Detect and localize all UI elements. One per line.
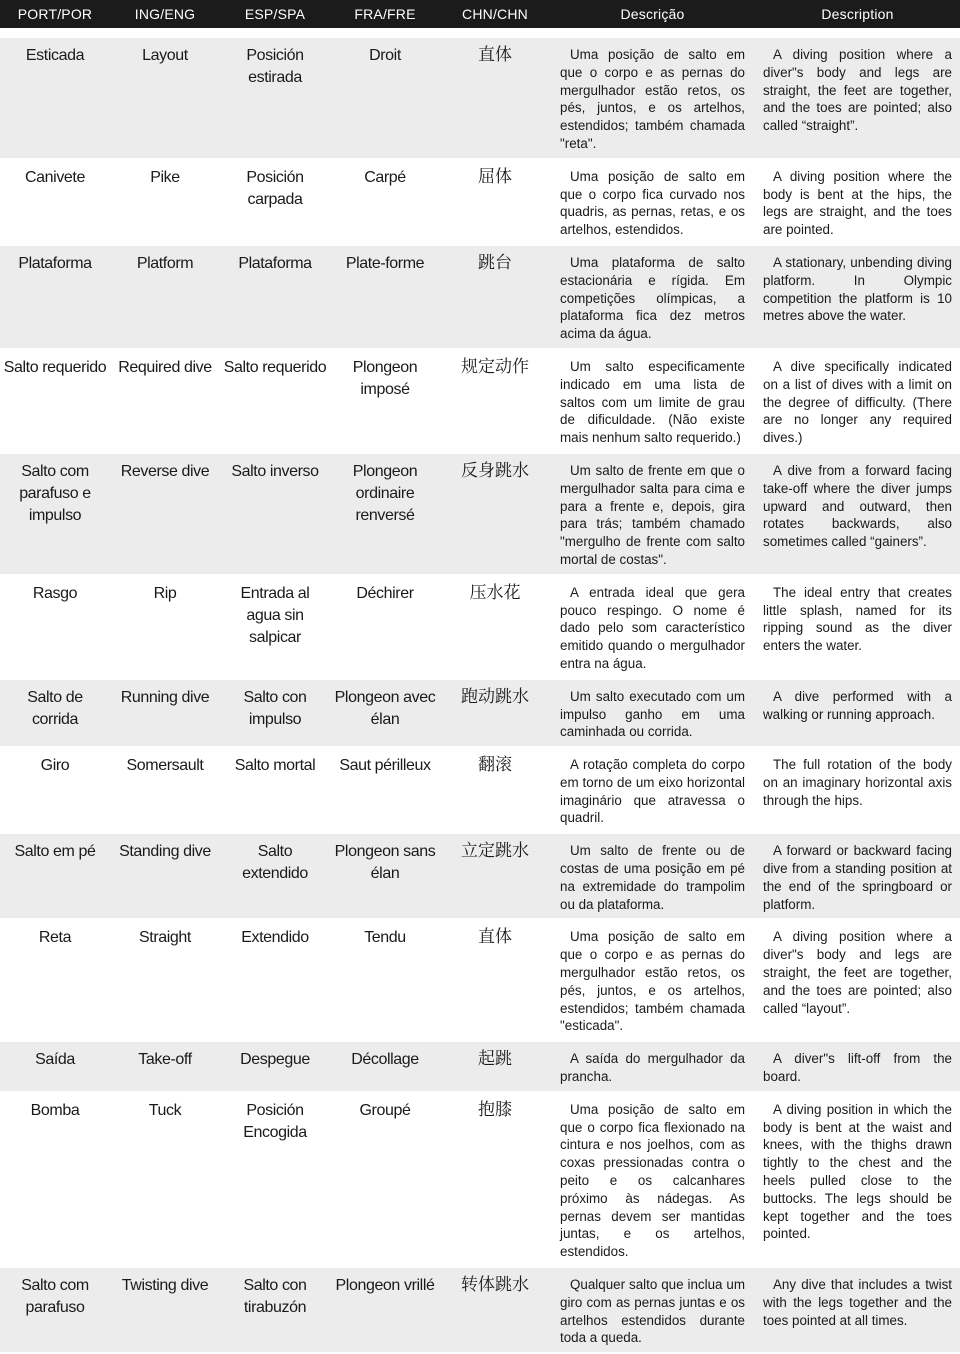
description-english: The full rotation of the body on an imaginary horizontal axis through the hips.: [755, 747, 960, 833]
term-portuguese: Salto de corrida: [0, 679, 110, 747]
description-portuguese: Um salto especificamente indicado em uma lista de saltos com um limite de grau de dificuldade. (Não existe mais nenhum salto requerido.): [550, 349, 755, 453]
description-english: A diving position where a diver"s body and legs are straight, the feet are together, and the toes are pointed; also called “straight”.: [755, 38, 960, 159]
table-row: [0, 349, 960, 453]
header-gap: [0, 28, 960, 38]
description-portuguese: Um salto executado com um impulso ganho em uma caminhada ou corrida.: [550, 679, 755, 747]
header-eng: ING/ENG: [110, 0, 220, 28]
description-portuguese: Uma posição de salto em que o corpo fica curvado nos quadris, as pernas, retas, e os artelhos, estendidos.: [550, 159, 755, 245]
header-chn: CHN/CHN: [440, 0, 550, 28]
table-row: [0, 1041, 960, 1092]
term-portuguese: Reta: [0, 919, 110, 1041]
term-french: Groupé: [330, 1092, 440, 1267]
description-english: A diver"s lift-off from the board.: [755, 1041, 960, 1092]
term-english: Running dive: [110, 679, 220, 747]
description-english: A dive performed with a walking or running approach.: [755, 679, 960, 747]
term-english: Rip: [110, 575, 220, 679]
term-portuguese: Plataforma: [0, 245, 110, 349]
term-chinese: 屈体: [440, 159, 550, 245]
term-english: Tuck: [110, 1092, 220, 1267]
term-french: Plate-forme: [330, 245, 440, 349]
header-description: Description: [755, 0, 960, 28]
term-english: Straight: [110, 919, 220, 1041]
term-spanish: Salto requerido: [220, 349, 330, 453]
term-english: Layout: [110, 38, 220, 159]
term-spanish: Salto mortal: [220, 747, 330, 833]
term-chinese: 规定动作: [440, 349, 550, 453]
term-chinese: 跳台: [440, 245, 550, 349]
term-english: Standing dive: [110, 833, 220, 919]
term-spanish: Entrada al agua sin salpicar: [220, 575, 330, 679]
description-english: A dive specifically indicated on a list of dives with a limit on the degree of difficulty. (There are no longer any required dives.): [755, 349, 960, 453]
description-portuguese: A entrada ideal que gera pouco respingo. O nome é dado pelo som característico emitido quando o mergulhador entra na água.: [550, 575, 755, 679]
term-portuguese: Canivete: [0, 159, 110, 245]
header-fra: FRA/FRE: [330, 0, 440, 28]
term-spanish: Extendido: [220, 919, 330, 1041]
description-english: The ideal entry that creates little splash, named for its ripping sound as the diver enters the water.: [755, 575, 960, 679]
term-chinese: 抱膝: [440, 1092, 550, 1267]
term-chinese: 立定跳水: [440, 833, 550, 919]
term-spanish: Salto inverso: [220, 453, 330, 575]
table-row: [0, 679, 960, 747]
term-spanish: Posición carpada: [220, 159, 330, 245]
description-english: A dive from a forward facing take-off where the diver jumps upward and outward, then rotates backwards, also sometimes called “gainers”.: [755, 453, 960, 575]
description-english: A diving position where the body is bent at the hips, the legs are straight, and the toes are pointed.: [755, 159, 960, 245]
header-spa: ESP/SPA: [220, 0, 330, 28]
header-row: [0, 0, 960, 28]
term-english: Reverse dive: [110, 453, 220, 575]
term-english: Twisting dive: [110, 1267, 220, 1353]
term-spanish: Salto con impulso: [220, 679, 330, 747]
term-french: Plongeon imposé: [330, 349, 440, 453]
term-english: Somersault: [110, 747, 220, 833]
table-row: [0, 159, 960, 245]
term-french: Plongeon ordinaire renversé: [330, 453, 440, 575]
term-chinese: 反身跳水: [440, 453, 550, 575]
description-portuguese: Uma posição de salto em que o corpo fica flexionado na cintura e nos joelhos, com as coxas pressionadas contra o peito e os calcanhares próximo às nádegas. As pernas devem ser mantidas juntas, e os artelhos, estendidos.: [550, 1092, 755, 1267]
term-portuguese: Salto com parafuso: [0, 1267, 110, 1353]
term-french: Saut périlleux: [330, 747, 440, 833]
description-portuguese: Uma posição de salto em que o corpo e as pernas do mergulhador estão retos, os pés, juntos, e os artelhos, estendidos; também chamada "reta".: [550, 38, 755, 159]
description-english: Any dive that includes a twist with the legs together and the toes pointed at all times.: [755, 1267, 960, 1353]
term-english: Pike: [110, 159, 220, 245]
description-portuguese: A saída do mergulhador da prancha.: [550, 1041, 755, 1092]
term-chinese: 压水花: [440, 575, 550, 679]
term-french: Droit: [330, 38, 440, 159]
description-english: A diving position where a diver"s body and legs are straight, the feet are together, and the toes are pointed; also called “layout”.: [755, 919, 960, 1041]
term-portuguese: Salto requerido: [0, 349, 110, 453]
description-portuguese: Um salto de frente ou de costas de uma posição em pé na extremidade do trampolim ou da plataforma.: [550, 833, 755, 919]
term-french: Plongeon avec élan: [330, 679, 440, 747]
term-french: Déchirer: [330, 575, 440, 679]
term-chinese: 跑动跳水: [440, 679, 550, 747]
term-portuguese: Bomba: [0, 1092, 110, 1267]
term-portuguese: Esticada: [0, 38, 110, 159]
table-row: [0, 38, 960, 159]
term-chinese: 直体: [440, 919, 550, 1041]
description-portuguese: Uma posição de salto em que o corpo e as pernas do mergulhador estão retos, os pés, juntos, e os artelhos, estendidos; também chamada "esticada".: [550, 919, 755, 1041]
term-portuguese: Saída: [0, 1041, 110, 1092]
term-spanish: Posición estirada: [220, 38, 330, 159]
term-french: Plongeon vrillé: [330, 1267, 440, 1353]
table-row: [0, 747, 960, 833]
term-spanish: Posición Encogida: [220, 1092, 330, 1267]
table-row: [0, 1267, 960, 1353]
description-english: A stationary, unbending diving platform. In Olympic competition the platform is 10 metres above the water.: [755, 245, 960, 349]
header-descricao: Descrição: [550, 0, 755, 28]
term-chinese: 起跳: [440, 1041, 550, 1092]
description-portuguese: A rotação completa do corpo em torno de um eixo horizontal imaginário que atravessa o quadril.: [550, 747, 755, 833]
term-portuguese: Salto com parafuso e impulso: [0, 453, 110, 575]
term-spanish: Plataforma: [220, 245, 330, 349]
table-row: [0, 833, 960, 919]
description-portuguese: Uma plataforma de salto estacionária e rígida. Em competições olímpicas, a plataforma fica dez metros acima da água.: [550, 245, 755, 349]
term-portuguese: Salto em pé: [0, 833, 110, 919]
term-french: Plongeon sans élan: [330, 833, 440, 919]
term-chinese: 转体跳水: [440, 1267, 550, 1353]
term-spanish: Salto extendido: [220, 833, 330, 919]
term-spanish: Despegue: [220, 1041, 330, 1092]
description-english: A forward or backward facing dive from a standing position at the end of the springboard or platform.: [755, 833, 960, 919]
table-row: [0, 1092, 960, 1267]
description-english: A diving position in which the body is bent at the waist and knees, with the thighs drawn tightly to the chest and the heels pulled close to the buttocks. The legs should be kept together and the toes pointed.: [755, 1092, 960, 1267]
term-chinese: 直体: [440, 38, 550, 159]
description-portuguese: Um salto de frente em que o mergulhador salta para cima e para a frente e, depois, gira para trás; também chamado "mergulho de frente com salto mortal de costas".: [550, 453, 755, 575]
table-row: [0, 245, 960, 349]
term-english: Platform: [110, 245, 220, 349]
table-row: [0, 575, 960, 679]
term-portuguese: Giro: [0, 747, 110, 833]
table-row: [0, 453, 960, 575]
term-french: Carpé: [330, 159, 440, 245]
table-row: [0, 919, 960, 1041]
header-port: PORT/POR: [0, 0, 110, 28]
term-french: Tendu: [330, 919, 440, 1041]
term-chinese: 翻滚: [440, 747, 550, 833]
term-portuguese: Rasgo: [0, 575, 110, 679]
term-english: Required dive: [110, 349, 220, 453]
term-french: Décollage: [330, 1041, 440, 1092]
term-english: Take-off: [110, 1041, 220, 1092]
description-portuguese: Qualquer salto que inclua um giro com as pernas juntas e os artelhos estendidos durante toda a queda.: [550, 1267, 755, 1353]
term-spanish: Salto con tirabuzón: [220, 1267, 330, 1353]
